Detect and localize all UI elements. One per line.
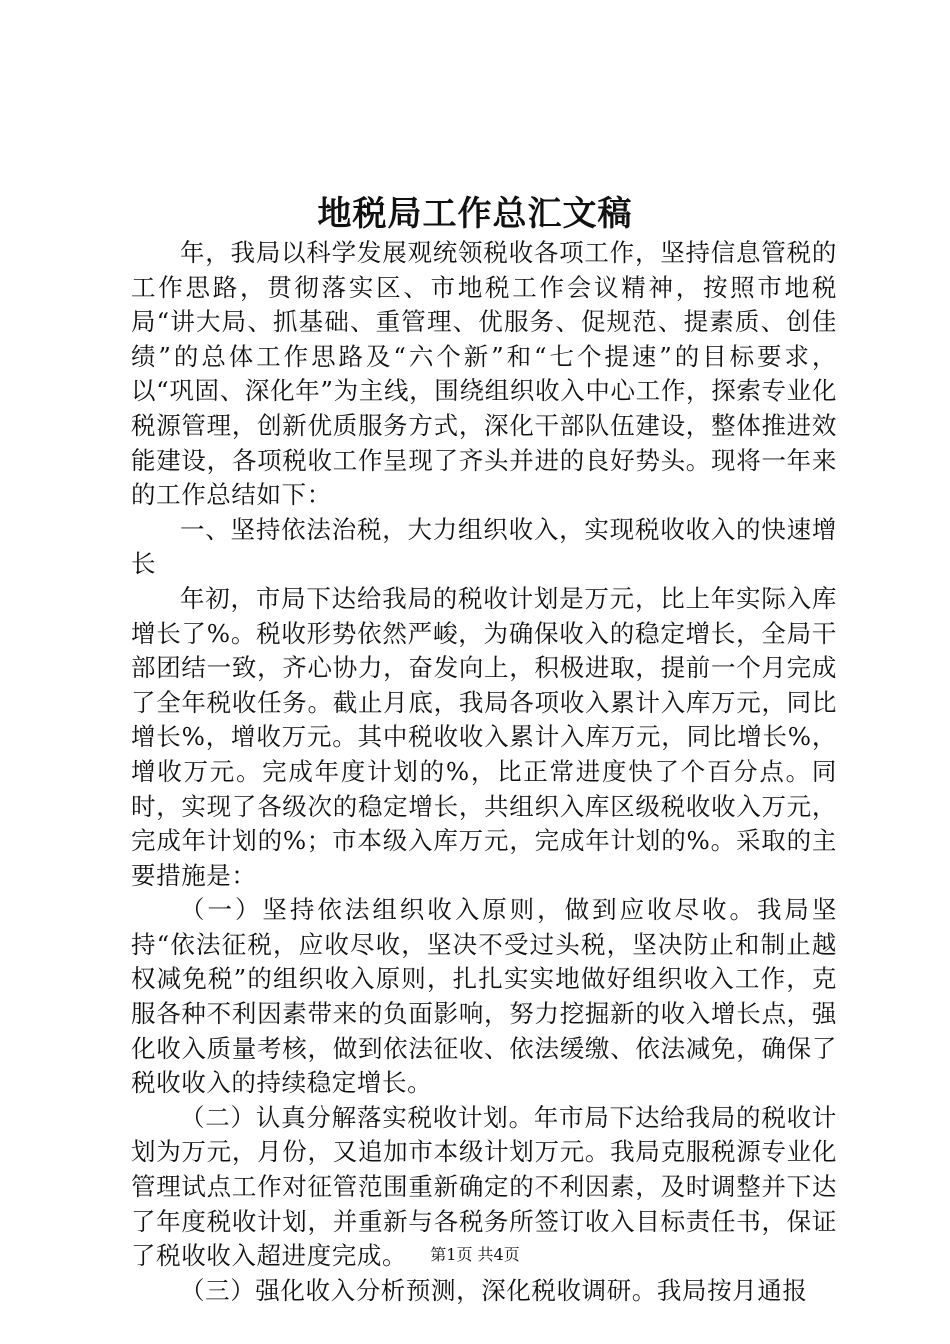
- paragraph-section-1-heading: 一、坚持依法治税，大力组织收入，实现税收收入的快速增长: [131, 514, 837, 579]
- paragraph-measure-2: （二）认真分解落实税收计划。年市局下达给我局的税收计划为万元，月份，又追加市本级计划万元。我局克服税源专业化管理试点工作对征管范围重新确定的不利因素，及时调整并下达了年度税收计划，并重新与各税务所签订收入目标责任书，保证了税收收入超进度完成。: [131, 1102, 837, 1271]
- paragraph-measure-1: （一）坚持依法组织收入原则，做到应收尽收。我局坚持“依法征税，应收尽收，坚决不受过头税，坚决防止和制止越权减免税”的组织收入原则，扎扎实实地做好组织收入工作，克服各种不利因素带来的负面影响，努力挖掘新的收入增长点，强化收入质量考核，做到依法征收、依法缓缴、依法减免，确保了税收收入的持续稳定增长。: [131, 895, 837, 1098]
- paragraph-intro: 年，我局以科学发展观统领税收各项工作，坚持信息管税的工作思路，贯彻落实区、市地税工作会议精神，按照市地税局“讲大局、抓基础、重管理、优服务、促规范、提素质、创佳绩”的总体工作思路及“六个新”和“七个提速”的目标要求，以“巩固、深化年”为主线，围绕组织收入中心工作，探索专业化税源管理，创新优质服务方式，深化干部队伍建设，整体推进效能建设，各项税收工作呈现了齐头并进的良好势头。现将一年来的工作总结如下：: [131, 238, 837, 510]
- paragraph-measure-3: （三）强化收入分析预测，深化税收调研。我局按月通报: [180, 1275, 808, 1305]
- document-body: [131, 236, 837, 1308]
- document-title: 地税局工作总汇文稿: [317, 194, 633, 234]
- paragraph-section-1-body: 年初，市局下达给我局的税收计划是万元，比上年实际入库增长了%。税收形势依然严峻，为确保收入的稳定增长，全局干部团结一致，齐心协力，奋发向上，积极进取，提前一个月完成了全年税收任务。截止月底，我局各项收入累计入库万元，同比增长%，增收万元。其中税收收入累计入库万元，同比增长%，增收万元。完成年度计划的%，比正常进度快了个百分点。同时，实现了各级次的稳定增长，共组织入库区级税收收入万元，完成年计划的%；市本级入库万元，完成年计划的%。采取的主要措施是：: [131, 583, 837, 890]
- page-number-footer: 第1页 共4页: [430, 1245, 520, 1264]
